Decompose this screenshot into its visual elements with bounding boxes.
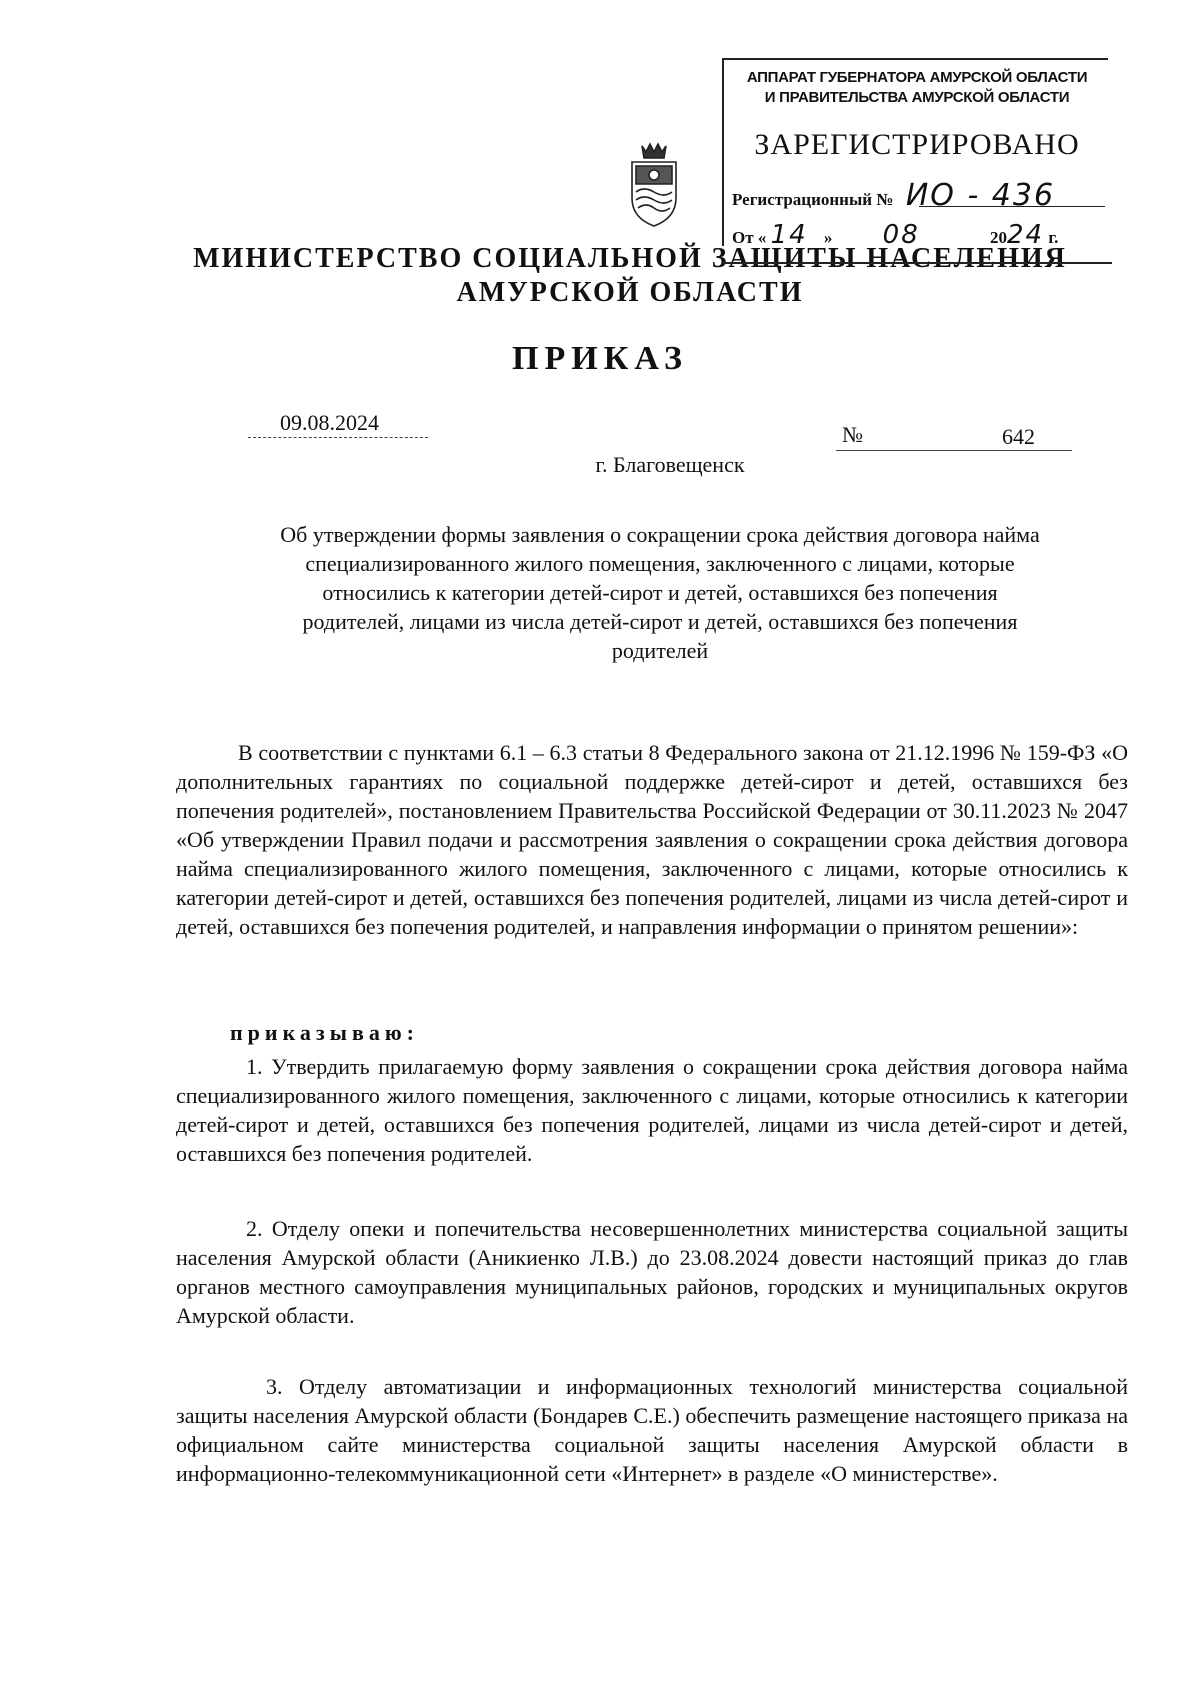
order-item-2: 2. Отделу опеки и попечительства несовершеннолетних министерства социальной защиты населения Амурской области (Аникиенко Л.В.) до 23.08.2024 довести настоящий приказ до глав органов местного самоуправления муниципальных районов, городских и муниципальных округов Амурской области. (176, 1216, 1128, 1328)
preamble-paragraph: В соответствии с пунктами 6.1 – 6.3 статьи 8 Федерального закона от 21.12.1996 № 159-ФЗ «О дополнительных гарантиях по социальной поддержке детей-сирот и детей, оставшихся без попечения родителей», постановлением Правительства Российской Федерации от 30.11.2023 № 2047 «Об утверждении Правил подачи и рассмотрения заявления о сокращении срока действия договора найма специализированного жилого помещения, заключенного с лицами, которые относились к категории детей-сирот и детей, оставшихся без попечения родителей, лицами из числа детей-сирот и детей, оставшихся без попечения родителей, и направления информации о принятом решении»: (176, 740, 1128, 939)
order-item-3: 3. Отделу автоматизации и информационных технологий министерства социальной защиты населения Амурской области (Бондарев С.Е.) обеспечить размещение настоящего приказа на официальном сайте министерства социальной защиты населения Амурской области в информационно-телекоммуникационной сети «Интернет» в разделе «О министерстве». (176, 1374, 1128, 1486)
order-number: 642 (1002, 424, 1035, 449)
order-word: приказываю: (230, 1020, 419, 1045)
order-title: ПРИКАЗ (512, 340, 688, 377)
stamp-date-quote: » (823, 228, 833, 247)
stamp-organization (724, 68, 1110, 108)
stamp-date-month: 08 (882, 220, 920, 250)
stamp-date-year-suffix: 24 (1007, 220, 1045, 250)
stamp-reg-number: ИО - 436 (905, 178, 1056, 213)
stamp-org-line1: АППАРАТ ГУБЕРНАТОРА АМУРСКОЙ ОБЛАСТИ (746, 69, 1088, 86)
order-number-underline (836, 450, 1072, 451)
order-city: г. Благовещенск (595, 452, 745, 477)
stamp-bottom-border (722, 262, 1112, 264)
ministry-line1: МИНИСТЕРСТВО СОЦИАЛЬНОЙ ЗАЩИТЫ НАСЕЛЕНИЯ (193, 243, 1067, 274)
order-number-label: № (842, 422, 863, 447)
order-item-1: 1. Утвердить прилагаемую форму заявления о сокращении срока действия договора найма специализированного жилого помещения, заключенного с лицами, которые относились к категории детей-сирот и детей, оставшихся без попечения родителей, лицами из числа детей-сирот и детей, оставшихся без попечения родителей. (176, 1054, 1128, 1166)
ministry-name (150, 242, 1110, 310)
stamp-reg-underline (919, 206, 1105, 207)
stamp-org-line2: И ПРАВИТЕЛЬСТВА АМУРСКОЙ ОБЛАСТИ (764, 89, 1070, 106)
ministry-line2: АМУРСКОЙ ОБЛАСТИ (456, 277, 804, 308)
order-subject: Об утверждении формы заявления о сокращении срока действия договора найма специализированного жилого помещения, заключенного с лицами, которые относились к категории детей-сирот и детей, оставшихся без попечения родителей, лицами из числа детей-сирот и детей, оставшихся без попечения родителей (280, 522, 1040, 663)
order-date: 09.08.2024 (280, 410, 379, 435)
registration-stamp (722, 58, 1108, 250)
stamp-reg-label: Регистрационный № (732, 190, 894, 209)
stamp-date-prefix: От « (732, 228, 767, 247)
stamp-date-day: 14 (770, 220, 808, 250)
stamp-title: ЗАРЕГИСТРИРОВАНО (754, 128, 1080, 161)
stamp-registration-number (732, 178, 1055, 213)
stamp-date-year-prefix: 20 (990, 228, 1008, 247)
order-date-underline (248, 437, 428, 438)
stamp-date-suffix: г. (1048, 228, 1059, 247)
amur-region-emblem-icon (622, 140, 686, 228)
